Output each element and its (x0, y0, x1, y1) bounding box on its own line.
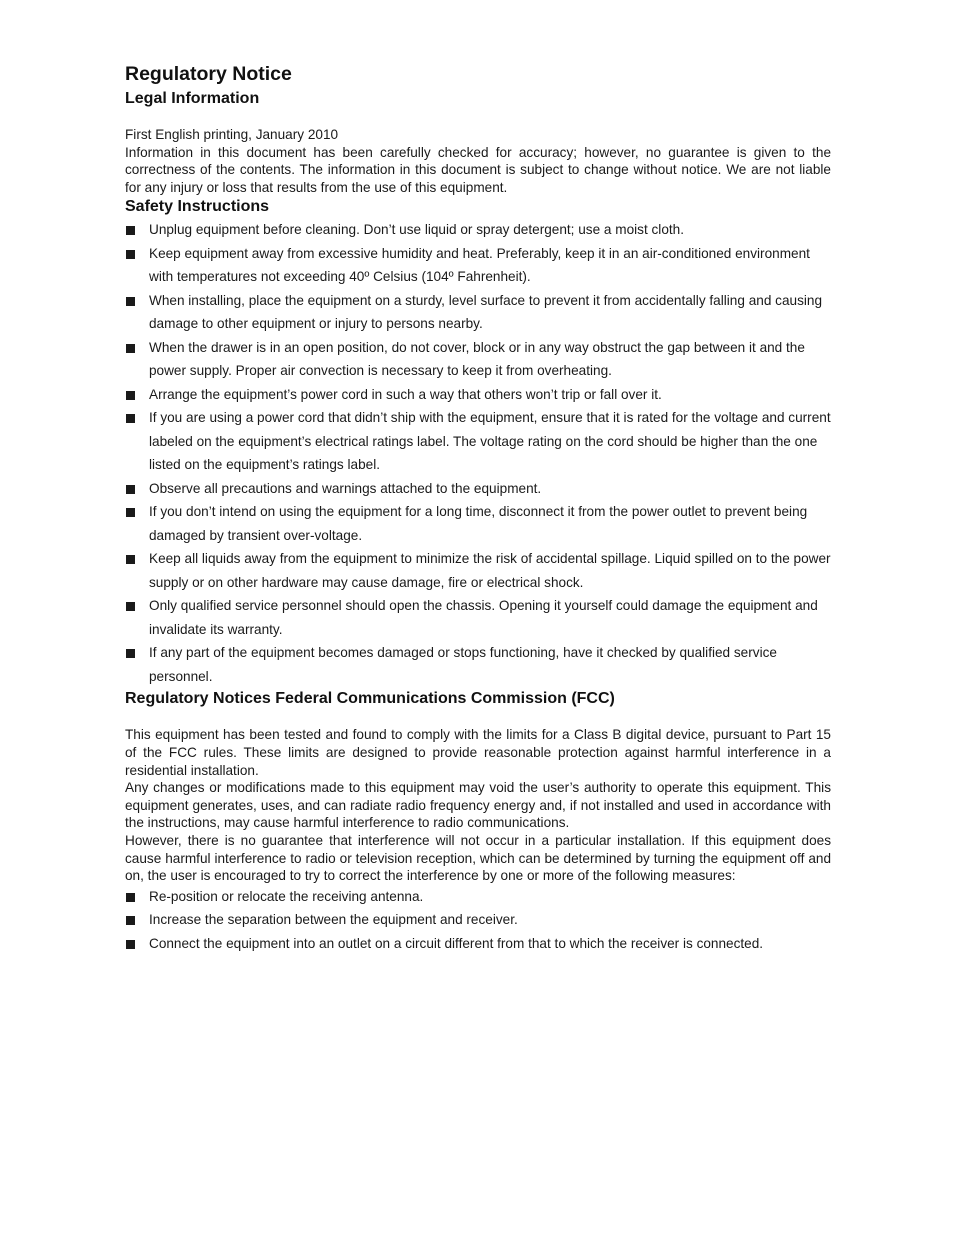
list-item (125, 641, 831, 688)
list-item (125, 594, 831, 641)
square-bullet-icon (126, 391, 135, 400)
list-item-text: If any part of the equipment becomes damaged or stops functioning, have it checked by qualified service personnel. (149, 645, 777, 684)
fcc-measures-list (125, 885, 831, 956)
list-item-text: Unplug equipment before cleaning. Don’t use liquid or spray detergent; use a moist cloth. (149, 222, 685, 238)
fcc-notices-text (125, 726, 831, 884)
list-item (125, 218, 831, 242)
list-item (125, 406, 831, 477)
fcc-notices-heading: Regulatory Notices Federal Communications Commission (FCC) (125, 690, 615, 708)
list-item-text: If you don’t intend on using the equipment for a long time, disconnect it from the power outlet to prevent being damaged by transient over-voltage. (149, 504, 808, 543)
list-item-text: Arrange the equipment’s power cord in such a way that others won’t trip or fall over it. (149, 386, 662, 402)
list-item-text: Re-position or relocate the receiving antenna. (149, 888, 424, 904)
square-bullet-icon (126, 555, 135, 564)
list-item (125, 289, 831, 336)
list-item-text: Only qualified service personnel should open the chassis. Opening it yourself could damage the equipment and invalidate its warranty. (149, 598, 818, 637)
list-item (125, 500, 831, 547)
document-page (125, 60, 831, 955)
list-item-text: When installing, place the equipment on a sturdy, level surface to prevent it from accidentally falling and causing damage to other equipment or injury to persons nearby. (149, 292, 823, 332)
square-bullet-icon (126, 602, 135, 611)
page-title: Regulatory Notice (125, 63, 292, 85)
square-bullet-icon (126, 226, 135, 235)
square-bullet-icon (126, 940, 135, 949)
fcc-paragraph: Any changes or modifications made to this equipment may void the user’s authority to operate this equipment. This equipment generates, uses, and can radiate radio frequency energy and, if not installed and used in accordance with the instructions, may cause harmful interference to radio communications. (125, 780, 831, 831)
list-item (125, 885, 831, 909)
list-item-text: Keep all liquids away from the equipment to minimize the risk of accidental spillage. Liquid spilled on to the power supply or on other hardware may cause damage, fire or electrical shock. (149, 551, 831, 590)
list-item-text: When the drawer is in an open position, do not cover, block or in any way obstruct the gap between it and the power supply. Proper air convection is necessary to keep it from overheating. (149, 339, 805, 379)
safety-instructions-heading: Safety Instructions (125, 198, 270, 216)
list-item (125, 932, 831, 956)
square-bullet-icon (126, 297, 135, 306)
square-bullet-icon (126, 916, 135, 925)
square-bullet-icon (126, 508, 135, 517)
square-bullet-icon (126, 485, 135, 494)
list-item-text: Observe all precautions and warnings attached to the equipment. (149, 480, 542, 496)
list-item (125, 242, 831, 289)
safety-instructions-list (125, 218, 831, 688)
list-item (125, 547, 831, 594)
legal-paragraph: Information in this document has been carefully checked for accuracy; however, no guarantee is given to the correctness of the contents. The information in this document is subject to change without notice. We are not liable for any injury or loss that results from the use of this equipment. (125, 144, 831, 195)
list-item-text: Connect the equipment into an outlet on a circuit different from that to which the receiver is connected. (149, 935, 764, 951)
list-item (125, 477, 831, 501)
list-item (125, 383, 831, 407)
list-item-text: Keep equipment away from excessive humidity and heat. Preferably, keep it in an air-conditioned environment with temperatures not exceeding 40º Celsius (104º Fahrenheit). (149, 245, 810, 285)
list-item (125, 908, 831, 932)
legal-information-heading: Legal Information (125, 90, 260, 107)
fcc-paragraph: This equipment has been tested and found to comply with the limits for a Class B digital device, pursuant to Part 15 of the FCC rules. These limits are designed to provide reasonable protection against harmful interference in a residential installation. (125, 727, 831, 778)
square-bullet-icon (126, 414, 135, 423)
square-bullet-icon (126, 344, 135, 353)
legal-information-text (125, 126, 831, 196)
square-bullet-icon (126, 893, 135, 902)
list-item-text: Increase the separation between the equipment and receiver. (149, 912, 518, 928)
fcc-paragraph: However, there is no guarantee that interference will not occur in a particular installation. If this equipment does cause harmful interference to radio or television reception, which can be determined by turning the equipment off and on, the user is encouraged to try to correct the interference by one or more of the following measures: (125, 832, 831, 884)
list-item-text: If you are using a power cord that didn’t ship with the equipment, ensure that it is rated for the voltage and current labeled on the equipment’s electrical ratings label. The voltage rating on the cord should be higher than the one listed on the equipment’s ratings label. (149, 410, 831, 473)
list-item (125, 336, 831, 383)
square-bullet-icon (126, 250, 135, 259)
square-bullet-icon (126, 649, 135, 658)
legal-paragraph: First English printing, January 2010 (125, 127, 339, 142)
